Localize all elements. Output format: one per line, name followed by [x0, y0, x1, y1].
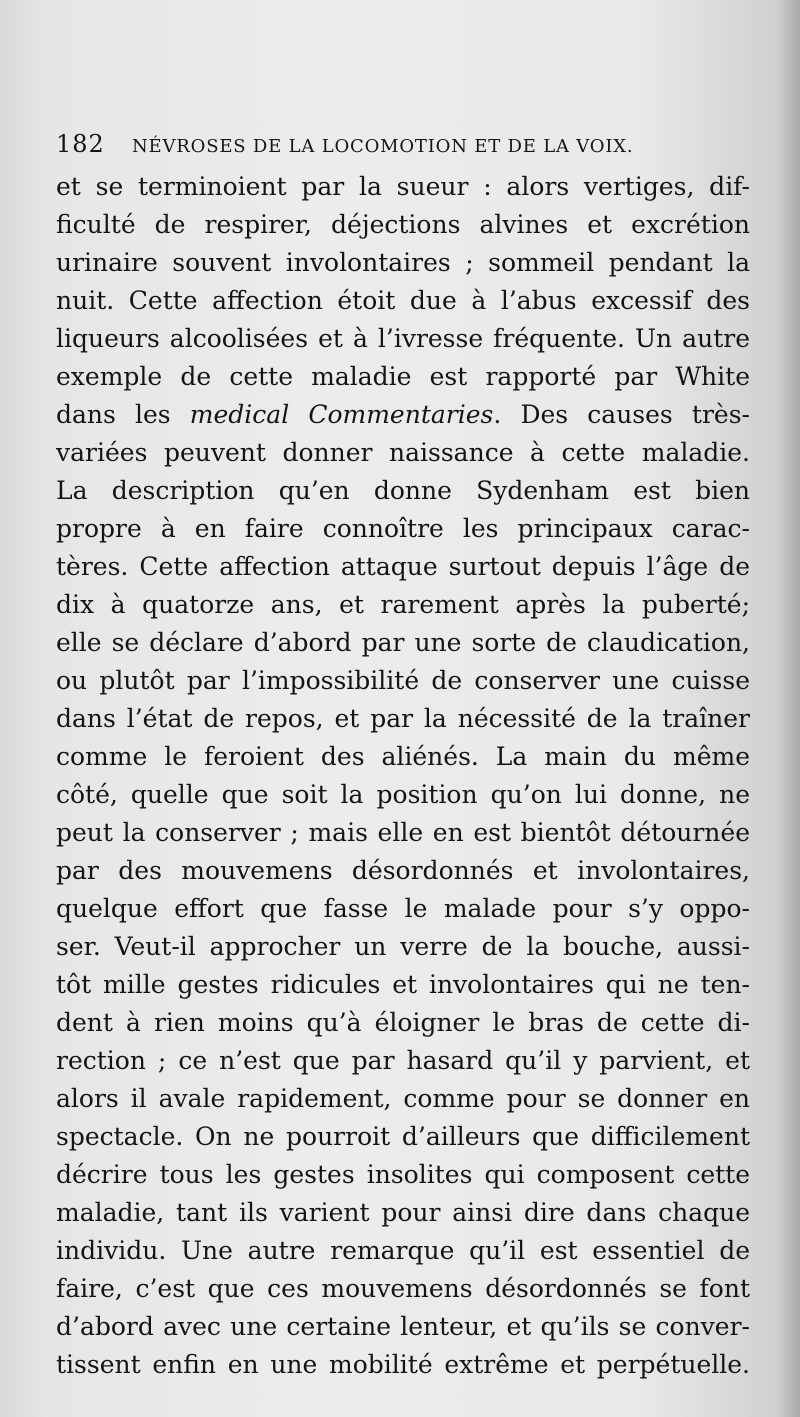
text-line: peut la conserver ; mais elle en est bientôt détournée [56, 818, 750, 847]
text-line: décrire tous les gestes insolites qui composent cette [56, 1160, 750, 1189]
text-line: tôt mille gestes ridicules et involontaires qui ne ten- [56, 970, 750, 999]
text-line: alors il avale rapidement, comme pour se donner en [56, 1084, 750, 1113]
text-line: urinaire souvent involontaires ; sommeil pendant la [56, 248, 750, 277]
text-line: rection ; ce n’est que par hasard qu’il y parvient, et [56, 1046, 750, 1075]
text-segment: dans les [56, 400, 190, 429]
text-line: ser. Veut-il approcher un verre de la bouche, aussi- [56, 932, 750, 961]
page-header [56, 128, 756, 164]
text-line: maladie, tant ils varient pour ainsi dire dans chaque [56, 1198, 750, 1227]
text-line: tères. Cette affection attaque surtout depuis l’âge de [56, 552, 750, 581]
text-line: spectacle. On ne pourroit d’ailleurs que difficilement [56, 1122, 750, 1151]
text-line: individu. Une autre remarque qu’il est essentiel de [56, 1236, 750, 1265]
text-line: elle se déclare d’abord par une sorte de claudication, [56, 628, 750, 657]
text-line: dix à quatorze ans, et rarement après la puberté; [56, 590, 750, 619]
text-line: tissent enfin en une mobilité extrême et perpétuelle. [56, 1350, 750, 1379]
text-line: variées peuvent donner naissance à cette maladie. [56, 438, 750, 467]
text-line: ou plutôt par l’impossibilité de conserver une cuisse [56, 666, 750, 695]
text-line [56, 396, 750, 434]
text-segment: . Des causes très- [493, 400, 750, 429]
text-line: par des mouvemens désordonnés et involontaires, [56, 856, 750, 885]
text-line: dent à rien moins qu’à éloigner le bras de cette di- [56, 1008, 750, 1037]
text-line: et se terminoient par la sueur : alors vertiges, dif- [56, 172, 750, 201]
text-line: propre à en faire connoître les principaux carac- [56, 514, 750, 543]
text-line: quelque effort que fasse le malade pour s’y oppo- [56, 894, 750, 923]
page-body-text [56, 168, 750, 1384]
text-line: comme le feroient des aliénés. La main du même [56, 742, 750, 771]
text-line: La description qu’en donne Sydenham est bien [56, 476, 750, 505]
running-title: NÉVROSES DE LA LOCOMOTION ET DE LA VOIX. [132, 136, 634, 157]
text-line: dans l’état de repos, et par la nécessité de la traîner [56, 704, 750, 733]
text-line: exemple de cette maladie est rapporté par White [56, 362, 750, 391]
text-line: côté, quelle que soit la position qu’on lui donne, ne [56, 780, 750, 809]
page-number: 182 [56, 130, 105, 158]
italic-title: medical Commentaries [189, 400, 494, 429]
text-line: liqueurs alcoolisées et à l’ivresse fréquente. Un autre [56, 324, 750, 353]
text-line: nuit. Cette affection étoit due à l’abus excessif des [56, 286, 750, 315]
text-line: d’abord avec une certaine lenteur, et qu’ils se conver- [56, 1312, 750, 1341]
text-line: ficulté de respirer, déjections alvines et excrétion [56, 210, 750, 239]
text-line: faire, c’est que ces mouvemens désordonnés se font [56, 1274, 750, 1303]
